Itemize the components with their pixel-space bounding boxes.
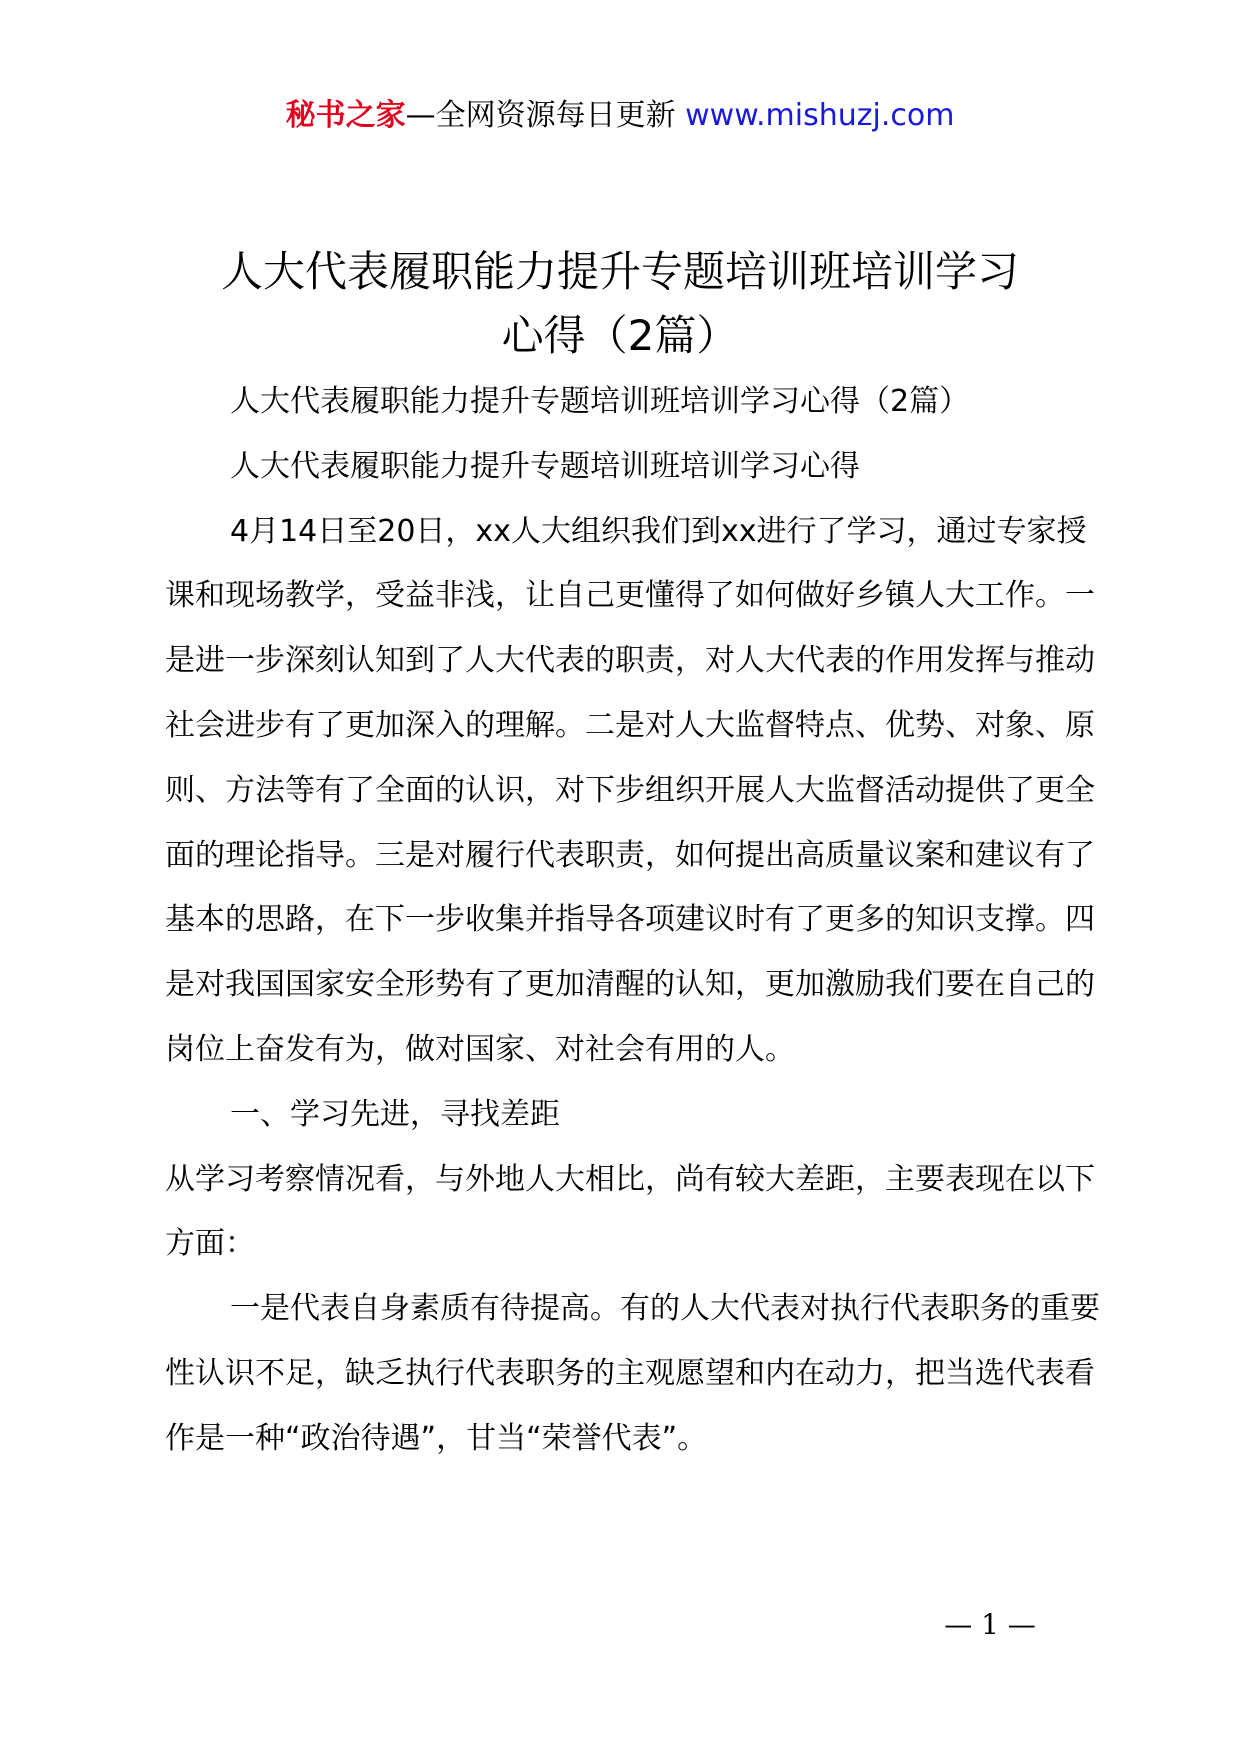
paragraph-3: 一是代表自身素质有待提高。有的人大代表对执行代表职务的重要性认识不足，缺乏执行代表职务的主观愿望和内在动力，把当选代表看作是一种“政治待遇”，甘当“荣誉代表”。 bbox=[165, 1291, 1100, 1456]
section-heading: 一、学习先进，寻找差距 bbox=[230, 1096, 560, 1132]
paragraph-1: 4月14日至20日，xx人大组织我们到xx进行了学习，通过专家授课和现场教学，受益非浅，让自己更懂得了如何做好乡镇人大工作。一是进一步深刻认知到了人大代表的职责，对人大代表的作用发挥与推动社会进步有了更加深入的理解。二是对人大监督特点、优势、对象、原则、方法等有了全面的认识，对下步组织开展人大监督活动提供了更全面的理论指导。三是对履行代表职责，如何提出高质量议案和建议有了基本的思路，在下一步收集并指导各项建议时有了更多的知识支撑。四是对我国国家安全形势有了更加清醒的认知，更加激励我们要在自己的岗位上奋发有为，做对国家、对社会有用的人。 bbox=[165, 513, 1095, 1067]
title-line-1: 人大代表履职能力提升专题培训班培训学习 bbox=[220, 247, 1019, 296]
page-number: — 1 — bbox=[944, 1608, 1036, 1641]
banner-tagline: —全网资源每日更新 bbox=[405, 98, 676, 133]
banner-url-link[interactable]: www.mishuzj.com bbox=[685, 98, 955, 133]
title-line-2: 心得（2篇） bbox=[501, 311, 739, 360]
paragraph-2: 从学习考察情况看，与外地人大相比，尚有较大差距，主要表现在以下方面： bbox=[165, 1161, 1095, 1262]
subtitle-2: 人大代表履职能力提升专题培训班培训学习心得 bbox=[230, 448, 860, 484]
document-body bbox=[165, 370, 1105, 1472]
subtitle-1: 人大代表履职能力提升专题培训班培训学习心得（2篇） bbox=[230, 384, 970, 419]
document-title bbox=[150, 240, 1090, 368]
site-banner bbox=[0, 96, 1240, 136]
brand-name: 秘书之家 bbox=[285, 98, 406, 133]
